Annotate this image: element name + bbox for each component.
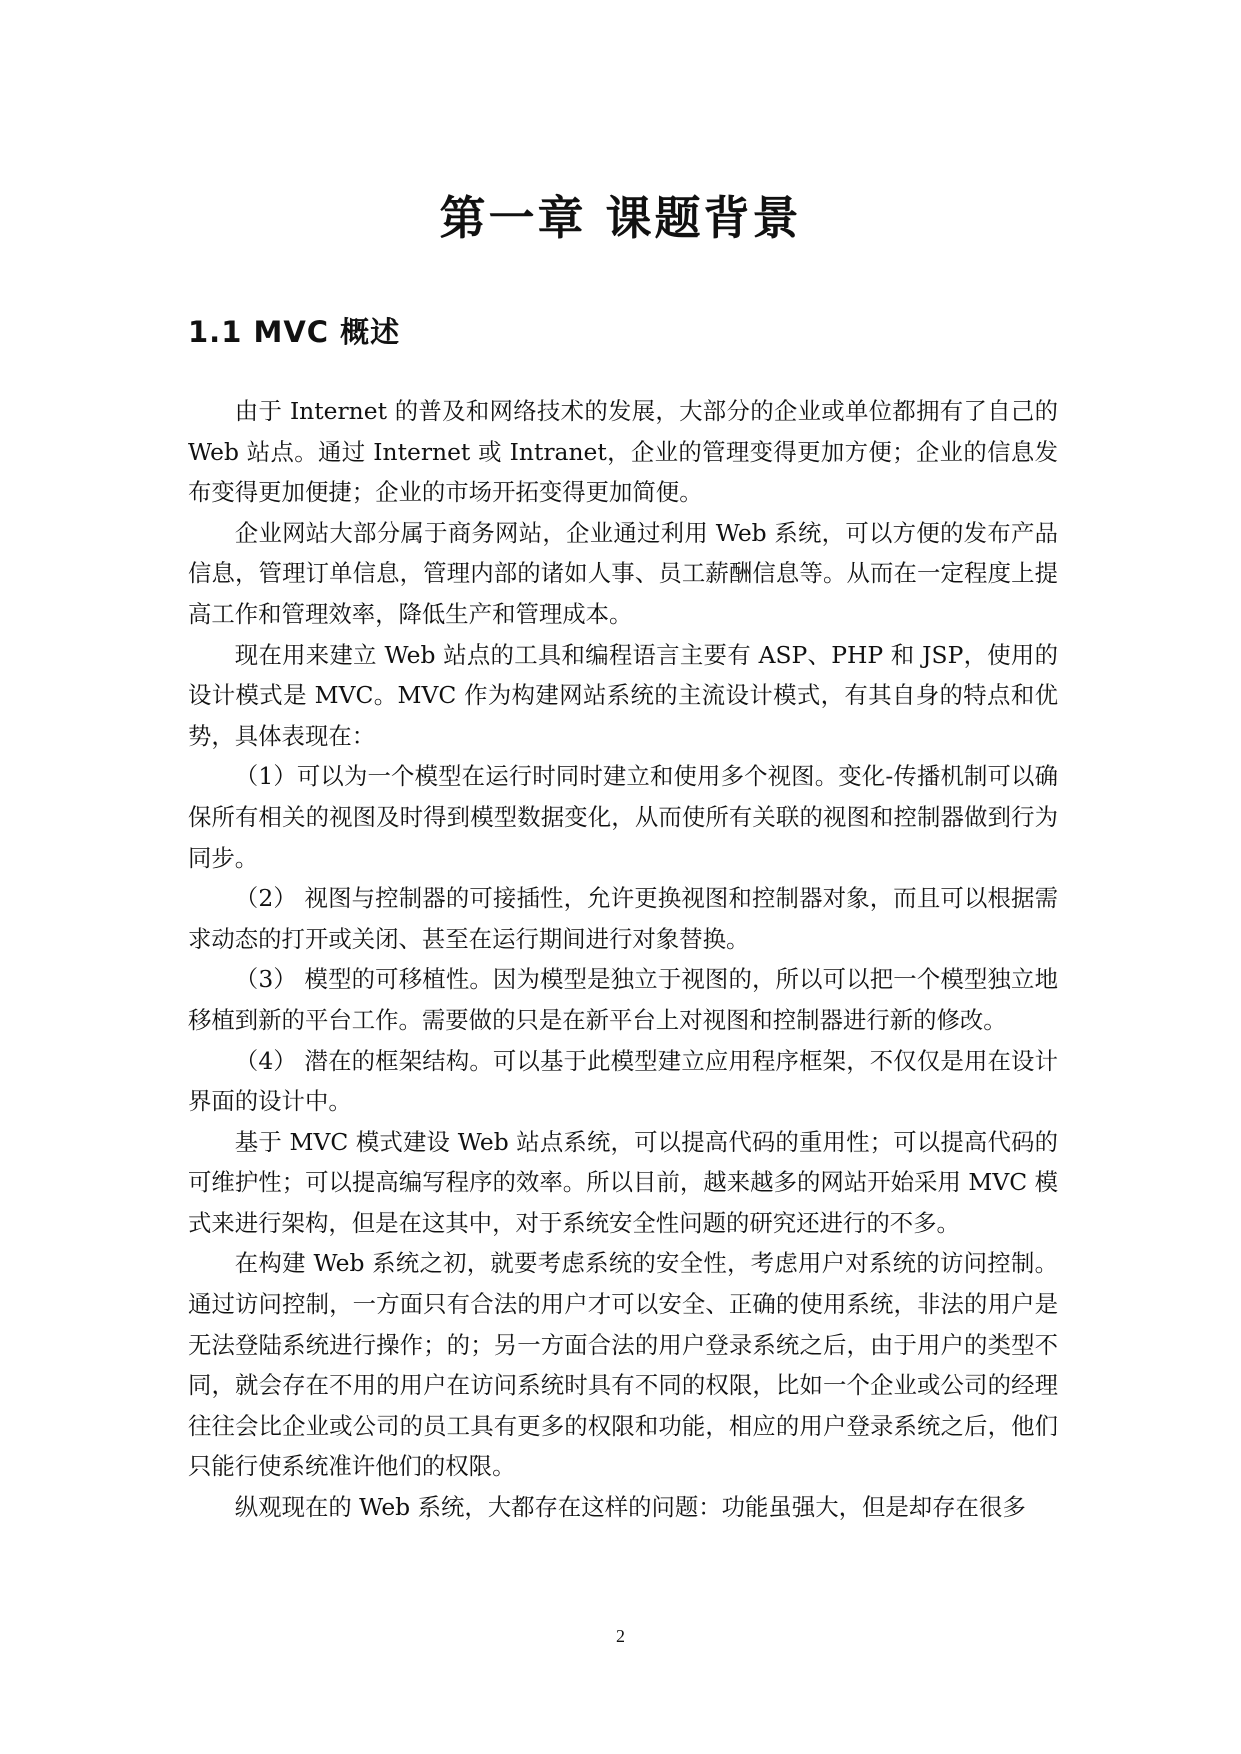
paragraph: 基于 MVC 模式建设 Web 站点系统，可以提高代码的重用性；可以提高代码的可维护性；可以提高编写程序的效率。所以目前，越来越多的网站开始采用 MVC 模式来进行架构，但是在这其中，对于系统安全性问题的研究还进行的不多。 bbox=[188, 1127, 1058, 1237]
paragraph-list-item: （3） 模型的可移植性。因为模型是独立于视图的，所以可以把一个模型独立地移植到新的平台工作。需要做的只是在新平台上对视图和控制器进行新的修改。 bbox=[188, 965, 1058, 1034]
paragraph: 纵观现在的 Web 系统，大都存在这样的问题：功能虽强大，但是却存在很多 bbox=[234, 1493, 1026, 1522]
section-heading: 1.1 MVC 概述 bbox=[188, 315, 401, 349]
paragraph: 在构建 Web 系统之初，就要考虑系统的安全性，考虑用户对系统的访问控制。通过访问控制，一方面只有合法的用户才可以安全、正确的使用系统，非法的用户是无法登陆系统进行操作；的；另一方面合法的用户登录系统之后，由于用户的类型不同，就会存在不用的用户在访问系统时具有不同的权限，比如一个企业或公司的经理往往会比企业或公司的员工具有更多的权限和功能，相应的用户登录系统之后，他们只能行使系统准许他们的权限。 bbox=[188, 1249, 1058, 1481]
paragraph-list-item: （2） 视图与控制器的可接插性，允许更换视图和控制器对象，而且可以根据需求动态的打开或关闭、甚至在运行期间进行对象替换。 bbox=[188, 884, 1058, 953]
page-number: 2 bbox=[616, 1626, 625, 1646]
chapter-title: 第一章 课题背景 bbox=[439, 191, 802, 245]
paragraph: 企业网站大部分属于商务网站，企业通过利用 Web 系统，可以方便的发布产品信息，管理订单信息，管理内部的诸如人事、员工薪酬信息等。从而在一定程度上提高工作和管理效率，降低生产和管理成本。 bbox=[188, 518, 1058, 628]
paragraph-list-item: （1）可以为一个模型在运行时同时建立和使用多个视图。变化-传播机制可以确保所有相关的视图及时得到模型数据变化，从而使所有关联的视图和控制器做到行为同步。 bbox=[188, 762, 1058, 872]
paragraph: 由于 Internet 的普及和网络技术的发展，大部分的企业或单位都拥有了自己的 Web 站点。通过 Internet 或 Intranet，企业的管理变得更加方便；企业的信息发布变得更加便捷；企业的市场开拓变得更加简便。 bbox=[188, 397, 1058, 507]
paragraph-list-item: （4） 潜在的框架结构。可以基于此模型建立应用程序框架，不仅仅是用在设计界面的设计中。 bbox=[188, 1046, 1058, 1116]
body-text bbox=[188, 391, 1058, 1528]
paragraph: 现在用来建立 Web 站点的工具和编程语言主要有 ASP、PHP 和 JSP，使用的设计模式是 MVC。MVC 作为构建网站系统的主流设计模式，有其自身的特点和优势，具体表现在： bbox=[188, 640, 1058, 750]
